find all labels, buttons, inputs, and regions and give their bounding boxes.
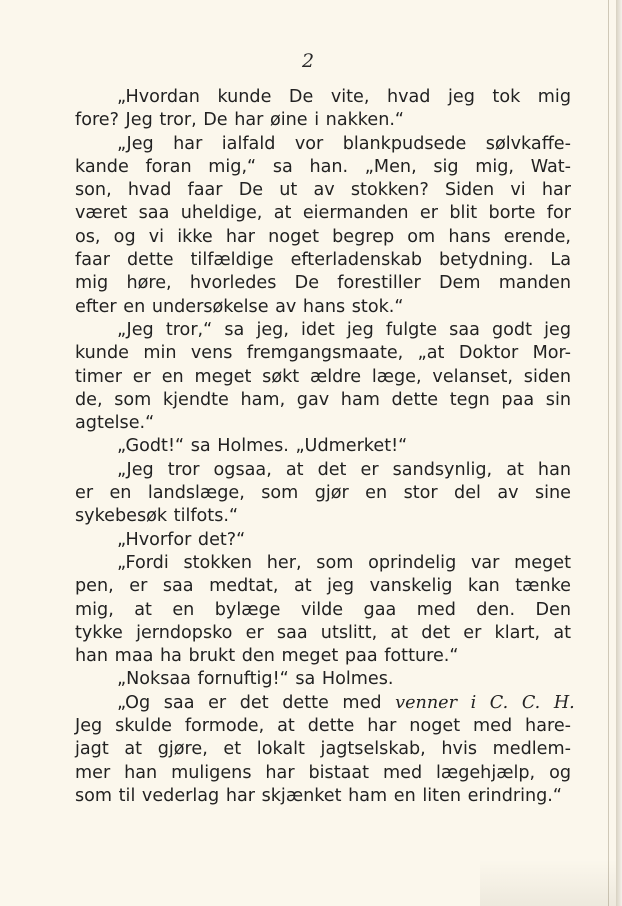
text-line: [75, 785, 571, 808]
text-line-content: „Jeg tror ogsaa, at det er sandsynlig, at han: [117, 459, 571, 480]
text-line-content: pen, er saa medtat, at jeg vanskelig kan tænke: [75, 576, 571, 597]
text-line: [75, 505, 571, 528]
text-line: [75, 529, 571, 552]
page-corner-shadow: [480, 860, 616, 906]
text-line-content: timer er en meget søkt ældre læge, velanset, siden: [75, 366, 571, 387]
text-line-content: „Jeg tror,“ sa jeg, idet jeg fulgte saa godt jeg: [117, 319, 571, 340]
text-line: [75, 179, 571, 202]
text-line: [75, 109, 571, 132]
text-line-content: „Hvordan kunde De vite, hvad jeg tok mig: [117, 87, 571, 107]
text-line-content: agtelse.“: [75, 413, 155, 434]
text-line: [75, 738, 571, 761]
text-line: [75, 319, 571, 342]
text-line-content: Jeg skulde formode, at dette har noget med hare-: [75, 716, 571, 737]
text-line-content: „Jeg har ialfald vor blankpudsede sølvkaffe-: [117, 133, 571, 154]
text-line-content: han maa ha brukt den meget paa fotture.“: [75, 646, 459, 667]
page-right-edge: [616, 0, 622, 906]
text-line-content: „Fordi stokken her, som oprindelig var meget: [117, 552, 571, 573]
text-line-content: efter en undersøkelse av hans stok.“: [75, 296, 404, 317]
text-line-content: de, som kjendte ham, gav ham dette tegn paa sin: [75, 389, 571, 410]
text-line: [75, 389, 571, 412]
text-line-content: sykebesøk tilfots.“: [75, 506, 239, 527]
text-line-content: fore? Jeg tror, De har øine i nakken.“: [75, 110, 405, 131]
text-line: [75, 599, 571, 622]
text-line: [75, 645, 571, 668]
text-line: [75, 272, 571, 295]
text-line-content: mig, at en bylæge vilde gaa med den. Den: [75, 599, 571, 620]
text-line-content: mig høre, hvorledes De forestiller Dem manden: [75, 273, 571, 294]
text-line-content: „Godt!“ sa Holmes. „Udmerket!“: [117, 436, 408, 457]
text-line: [75, 366, 571, 389]
text-line: [75, 622, 571, 645]
text-line-content: jagt at gjøre, et lokalt jagtselskab, hvis medlem-: [75, 739, 571, 760]
text-line-content: kunde min vens fremgangsmaate, „at Doktor Mor-: [75, 343, 571, 364]
text-line: [75, 133, 571, 156]
text-line: [75, 482, 571, 505]
text-line: [75, 296, 571, 319]
text-line: [75, 715, 571, 738]
text-line-content: som til vederlag har skjænket ham en liten erindring.“: [75, 785, 563, 806]
text-line: [75, 552, 571, 575]
text-line-content: son, hvad faar De ut av stokken? Siden vi har: [75, 180, 571, 201]
text-line: [75, 412, 571, 435]
text-line-content: mer han muligens har bistaat med lægehjælp, og: [75, 762, 571, 783]
text-line-content: tykke jerndopsko er saa utslitt, at det er klart, at: [75, 622, 571, 643]
text-line-content: „Og saa er det dette med: [117, 692, 396, 713]
text-line-content: „Noksaa fornuftig!“ sa Holmes.: [117, 669, 394, 690]
text-line: [75, 435, 571, 458]
text-line: [75, 202, 571, 225]
text-line: [75, 342, 571, 365]
italic-text: venner i C. C. H.: [395, 692, 575, 713]
text-line: [75, 668, 571, 691]
page-edge-line: [608, 0, 609, 906]
text-line-content: været saa uheldige, at eiermanden er blit borte for: [75, 203, 571, 224]
text-line-content: faar dette tilfældige efterladenskab betydning. La: [75, 250, 571, 271]
text-line-content: os, og vi ikke har noget begrep om hans erende,: [75, 226, 571, 247]
text-line: [75, 249, 571, 272]
text-line: [75, 226, 571, 249]
text-line-content: „Hvorfor det?“: [117, 529, 246, 550]
body-text: [75, 86, 575, 808]
text-line: [75, 86, 571, 109]
text-line: [75, 575, 571, 598]
text-line: [75, 459, 571, 482]
text-line-content: kande foran mig,“ sa han. „Men, sig mig, Wat-: [75, 156, 571, 177]
text-line: [75, 156, 571, 179]
text-line: [75, 762, 571, 785]
page-number: 2: [301, 50, 315, 72]
text-line: [75, 692, 575, 715]
text-line-content: er en landslæge, som gjør en stor del av sine: [75, 483, 571, 504]
